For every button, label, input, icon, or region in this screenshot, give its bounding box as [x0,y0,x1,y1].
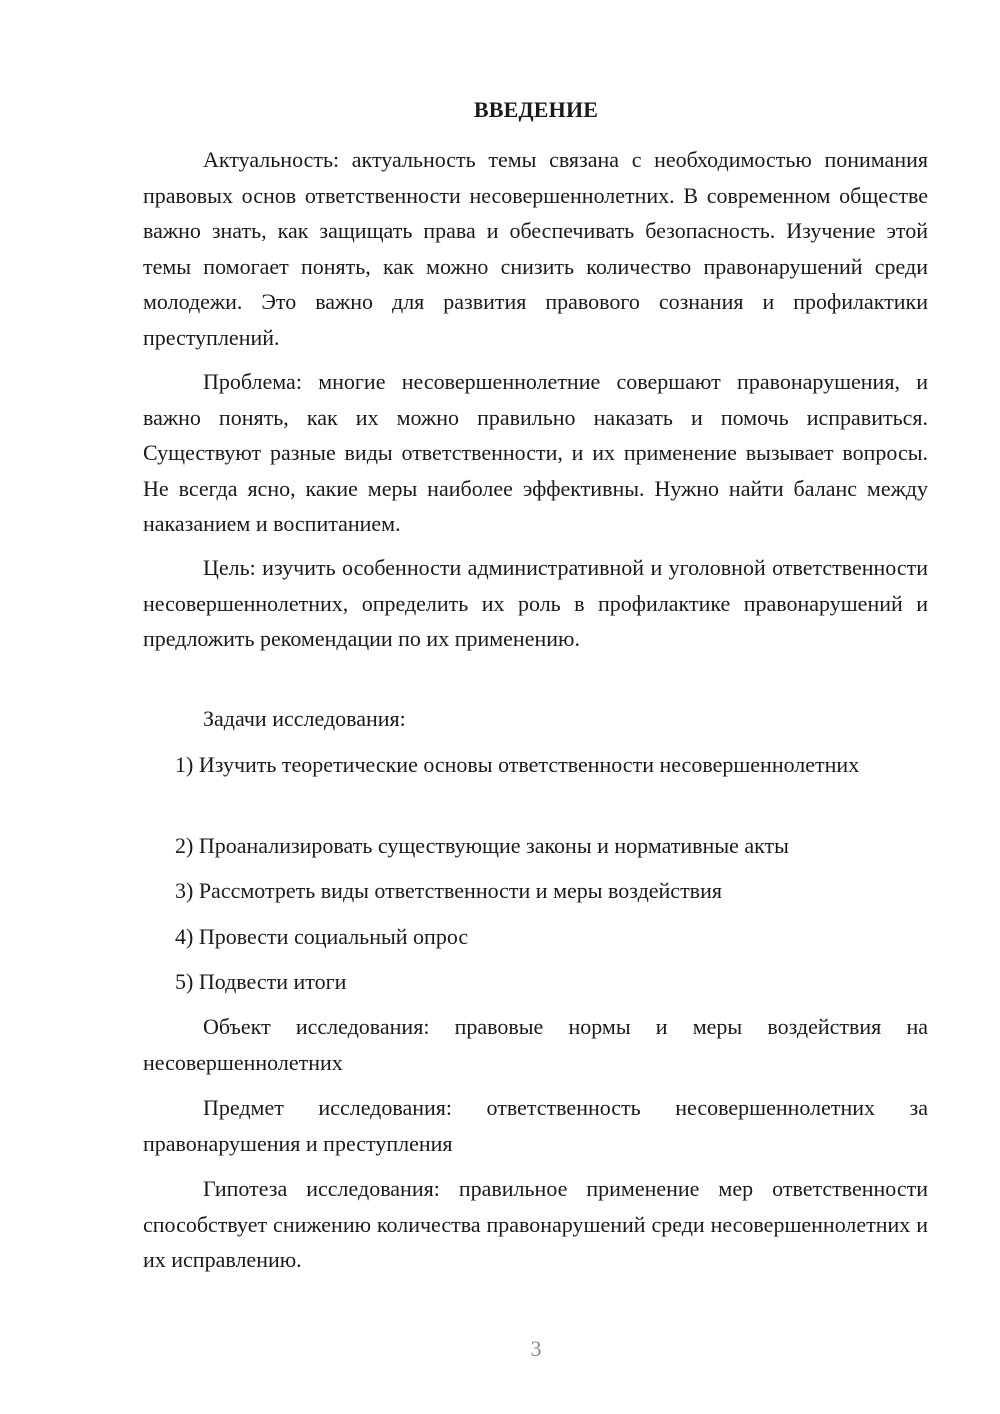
body-text-hypothesis [143,1171,928,1278]
paragraph-relevance: Актуальность: актуальность темы связана с необходимостью понимания правовых основ ответственности несовершеннолетних. В современном обществе важно знать, как защищать права и обеспечивать безопасность. Изучение этой темы помогает понять, как можно снизить количество правонарушений среди молодежи. Это важно для развития правового сознания и профилактики преступлений. [143,147,928,350]
body-text-goal [143,550,928,657]
list-item: 3) Рассмотреть виды ответственности и меры воздействия [175,878,722,903]
paragraph-object: Объект исследования: правовые нормы и меры воздействия на несовершеннолетних [143,1014,928,1075]
page-title: ВВЕДЕНИЕ [473,97,599,122]
list-item: 4) Провести социальный опрос [175,924,469,949]
tasks-heading: Задачи исследования: [203,706,406,731]
list-item: 5) Подвести итоги [175,969,347,994]
body-text-problem [143,364,928,542]
body-text-tasks-heading [143,701,928,737]
tasks-list [143,964,928,1000]
tasks-list [143,873,928,909]
list-item: 2) Проанализировать существующие законы и нормативные акты [175,833,789,858]
body-text-subject [143,1090,928,1161]
body-text-object [143,1009,928,1080]
body-text [143,142,928,355]
paragraph-problem: Проблема: многие несовершеннолетние совершают правонарушения, и важно понять, как их можно правильно наказать и помочь исправиться. Существуют разные виды ответственности, и их применение вызывает вопросы. Не всегда ясно, какие меры наиболее эффективны. Нужно найти баланс между наказанием и воспитанием. [143,369,928,536]
tasks-list [143,919,928,955]
page-number: 3 [530,1336,542,1361]
tasks-list [143,747,928,783]
tasks-list [143,828,928,864]
list-item: 1) Изучить теоретические основы ответственности несовершеннолетних [175,752,860,777]
paragraph-subject: Предмет исследования: ответственность несовершеннолетних за правонарушения и преступления [143,1095,928,1156]
paragraph-hypothesis: Гипотеза исследования: правильное применение мер ответственности способствует снижению количества правонарушений среди несовершеннолетних и их исправлению. [143,1176,928,1272]
paragraph-goal: Цель: изучить особенности административной и уголовной ответственности несовершеннолетних, определить их роль в профилактике правонарушений и предложить рекомендации по их применению. [143,555,928,651]
